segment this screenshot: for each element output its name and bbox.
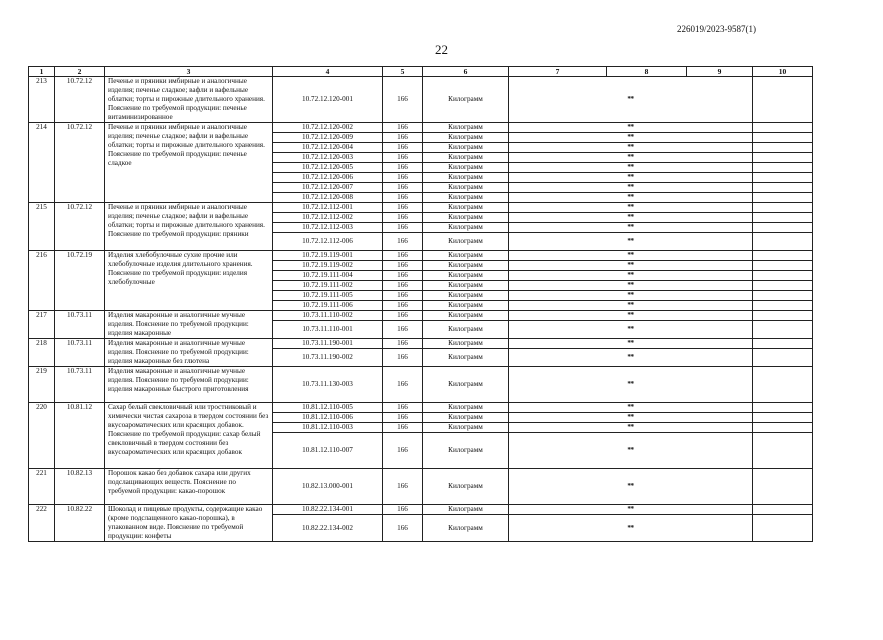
mark-cell: **: [509, 261, 753, 271]
unit-name-cell: Килограмм: [423, 515, 509, 542]
mark-cell: **: [509, 349, 753, 367]
column-9-cell: [753, 469, 813, 505]
column-9-cell: [753, 321, 813, 339]
column-9-cell: [753, 173, 813, 183]
unit-name-cell: Килограмм: [423, 183, 509, 193]
ktru-code-cell: 10.72.19.119-001: [273, 251, 383, 261]
ktru-code-cell: 10.82.22.134-002: [273, 515, 383, 542]
description-cell: Сахар белый свекловичный или тростниковый и химически чистая сахароза в твердом состоянии без вкусоароматических или красящих добавок. Пояснение по требуемой продукции: сахар белый свекловичный в твердом состоянии без вкусоароматических или красящих добавок: [105, 403, 273, 469]
column-9-cell: [753, 403, 813, 413]
unit-name-cell: Килограмм: [423, 281, 509, 291]
table-row: [29, 123, 813, 133]
ktru-code-cell: 10.72.12.120-009: [273, 133, 383, 143]
okpd-code-cell: 10.72.12: [55, 203, 105, 251]
unit-code-cell: 166: [383, 505, 423, 515]
column-9-cell: [753, 505, 813, 515]
column-9-cell: [753, 413, 813, 423]
unit-code-cell: 166: [383, 123, 423, 133]
table-row: [29, 403, 813, 413]
header-row: [29, 67, 813, 77]
ktru-code-cell: 10.72.19.111-002: [273, 281, 383, 291]
table-row: [29, 339, 813, 349]
column-9-cell: [753, 77, 813, 123]
column-9-cell: [753, 339, 813, 349]
ktru-code-cell: 10.81.12.110-003: [273, 423, 383, 433]
column-header: 2: [55, 67, 105, 77]
page-number: 22: [435, 42, 448, 57]
unit-code-cell: 166: [383, 173, 423, 183]
column-header: 8: [607, 67, 687, 77]
unit-name-cell: Килограмм: [423, 203, 509, 213]
column-9-cell: [753, 291, 813, 301]
column-9-cell: [753, 203, 813, 213]
column-header: 7: [509, 67, 607, 77]
unit-name-cell: Килограмм: [423, 505, 509, 515]
description-cell: Изделия макаронные и аналогичные мучные изделия. Пояснение по требуемой продукции: изделия макаронные: [105, 311, 273, 339]
column-header: 10: [753, 67, 813, 77]
ktru-code-cell: 10.72.12.112-001: [273, 203, 383, 213]
column-9-cell: [753, 311, 813, 321]
unit-code-cell: 166: [383, 153, 423, 163]
ktru-code-cell: 10.72.19.111-005: [273, 291, 383, 301]
unit-code-cell: 166: [383, 213, 423, 223]
column-9-cell: [753, 301, 813, 311]
column-9-cell: [753, 233, 813, 251]
mark-cell: **: [509, 143, 753, 153]
column-header: 9: [687, 67, 753, 77]
mark-cell: **: [509, 505, 753, 515]
description-cell: Порошок какао без добавок сахара или других подслащивающих веществ. Пояснение по требуемой продукции: какао-порошок: [105, 469, 273, 505]
unit-name-cell: Килограмм: [423, 413, 509, 423]
unit-name-cell: Килограмм: [423, 301, 509, 311]
table-body: [29, 77, 813, 542]
unit-code-cell: 166: [383, 403, 423, 413]
description-cell: Изделия хлебобулочные сухие прочие или хлебобулочные изделия длительного хранения. Пояснение по требуемой продукции: изделия хлебобулочные: [105, 251, 273, 311]
table-row: [29, 77, 813, 123]
column-header: 6: [423, 67, 509, 77]
unit-code-cell: 166: [383, 193, 423, 203]
unit-code-cell: 166: [383, 413, 423, 423]
mark-cell: **: [509, 193, 753, 203]
unit-name-cell: Килограмм: [423, 123, 509, 133]
table-row: [29, 505, 813, 515]
mark-cell: **: [509, 515, 753, 542]
column-header: 1: [29, 67, 55, 77]
mark-cell: **: [509, 301, 753, 311]
ktru-code-cell: 10.73.11.130-003: [273, 367, 383, 403]
mark-cell: **: [509, 339, 753, 349]
unit-name-cell: Килограмм: [423, 339, 509, 349]
unit-code-cell: 166: [383, 183, 423, 193]
row-number-cell: 222: [29, 505, 55, 542]
okpd-code-cell: 10.72.12: [55, 77, 105, 123]
unit-name-cell: Килограмм: [423, 311, 509, 321]
row-number-cell: 221: [29, 469, 55, 505]
okpd-code-cell: 10.73.11: [55, 339, 105, 367]
column-header: 3: [105, 67, 273, 77]
column-9-cell: [753, 281, 813, 291]
unit-code-cell: 166: [383, 203, 423, 213]
ktru-code-cell: 10.72.12.112-003: [273, 223, 383, 233]
okpd-code-cell: 10.81.12: [55, 403, 105, 469]
unit-code-cell: 166: [383, 339, 423, 349]
ktru-code-cell: 10.72.12.120-008: [273, 193, 383, 203]
unit-name-cell: Килограмм: [423, 193, 509, 203]
unit-code-cell: 166: [383, 367, 423, 403]
row-number-cell: 213: [29, 77, 55, 123]
mark-cell: **: [509, 469, 753, 505]
unit-name-cell: Килограмм: [423, 261, 509, 271]
ktru-code-cell: 10.72.12.112-002: [273, 213, 383, 223]
unit-name-cell: Килограмм: [423, 223, 509, 233]
row-number-cell: 216: [29, 251, 55, 311]
table-row: [29, 203, 813, 213]
ktru-code-cell: 10.72.12.120-007: [273, 183, 383, 193]
unit-name-cell: Килограмм: [423, 233, 509, 251]
table-row: [29, 367, 813, 403]
column-header: 5: [383, 67, 423, 77]
okpd-code-cell: 10.72.19: [55, 251, 105, 311]
unit-name-cell: Килограмм: [423, 271, 509, 281]
column-9-cell: [753, 271, 813, 281]
unit-code-cell: 166: [383, 301, 423, 311]
unit-code-cell: 166: [383, 291, 423, 301]
column-9-cell: [753, 349, 813, 367]
unit-name-cell: Килограмм: [423, 153, 509, 163]
unit-code-cell: 166: [383, 223, 423, 233]
unit-name-cell: Килограмм: [423, 291, 509, 301]
unit-code-cell: 166: [383, 261, 423, 271]
ktru-code-cell: 10.72.12.120-005: [273, 163, 383, 173]
unit-name-cell: Килограмм: [423, 367, 509, 403]
ktru-code-cell: 10.81.12.110-006: [273, 413, 383, 423]
unit-code-cell: 166: [383, 321, 423, 339]
ktru-code-cell: 10.72.19.119-002: [273, 261, 383, 271]
okpd-code-cell: 10.82.13: [55, 469, 105, 505]
unit-code-cell: 166: [383, 433, 423, 469]
column-9-cell: [753, 223, 813, 233]
mark-cell: **: [509, 423, 753, 433]
unit-code-cell: 166: [383, 271, 423, 281]
mark-cell: **: [509, 367, 753, 403]
mark-cell: **: [509, 133, 753, 143]
unit-code-cell: 166: [383, 77, 423, 123]
column-9-cell: [753, 433, 813, 469]
row-number-cell: 218: [29, 339, 55, 367]
mark-cell: **: [509, 163, 753, 173]
mark-cell: **: [509, 183, 753, 193]
mark-cell: **: [509, 291, 753, 301]
mark-cell: **: [509, 173, 753, 183]
mark-cell: **: [509, 271, 753, 281]
unit-name-cell: Килограмм: [423, 163, 509, 173]
column-9-cell: [753, 123, 813, 133]
ktru-code-cell: 10.81.12.110-005: [273, 403, 383, 413]
ktru-code-cell: 10.73.11.110-001: [273, 321, 383, 339]
unit-name-cell: Килограмм: [423, 423, 509, 433]
unit-name-cell: Килограмм: [423, 213, 509, 223]
column-9-cell: [753, 367, 813, 403]
ktru-code-cell: 10.81.12.110-007: [273, 433, 383, 469]
okpd-code-cell: 10.82.22: [55, 505, 105, 542]
unit-name-cell: Килограмм: [423, 77, 509, 123]
row-number-cell: 219: [29, 367, 55, 403]
unit-name-cell: Килограмм: [423, 403, 509, 413]
unit-code-cell: 166: [383, 163, 423, 173]
ktru-code-cell: 10.73.11.190-002: [273, 349, 383, 367]
unit-code-cell: 166: [383, 133, 423, 143]
mark-cell: **: [509, 213, 753, 223]
unit-name-cell: Килограмм: [423, 433, 509, 469]
column-header: 4: [273, 67, 383, 77]
okpd-code-cell: 10.72.12: [55, 123, 105, 203]
description-cell: Печенье и пряники имбирные и аналогичные изделия; печенье сладкое; вафли и вафельные облатки; торты и пирожные длительного хранения. Пояснение по требуемой продукции: печенье сладкое: [105, 123, 273, 203]
unit-code-cell: 166: [383, 469, 423, 505]
description-cell: Печенье и пряники имбирные и аналогичные изделия; печенье сладкое; вафли и вафельные облатки; торты и пирожные длительного хранения. Пояснение по требуемой продукции: печенье витаминизированное: [105, 77, 273, 123]
description-cell: Шоколад и пищевые продукты, содержащие какао (кроме подслащенного какао-порошка), в упакованном виде. Пояснение по требуемой продукции: конфеты: [105, 505, 273, 542]
ktru-code-cell: 10.73.11.190-001: [273, 339, 383, 349]
ktru-code-cell: 10.72.19.111-004: [273, 271, 383, 281]
column-9-cell: [753, 213, 813, 223]
ktru-code-cell: 10.72.19.111-006: [273, 301, 383, 311]
unit-name-cell: Килограмм: [423, 469, 509, 505]
table-row: [29, 311, 813, 321]
column-9-cell: [753, 163, 813, 173]
column-9-cell: [753, 153, 813, 163]
mark-cell: **: [509, 153, 753, 163]
table-row: [29, 469, 813, 505]
column-9-cell: [753, 183, 813, 193]
column-9-cell: [753, 193, 813, 203]
ktru-code-cell: 10.72.12.120-003: [273, 153, 383, 163]
column-9-cell: [753, 143, 813, 153]
mark-cell: **: [509, 403, 753, 413]
ktru-code-cell: 10.72.12.120-001: [273, 77, 383, 123]
mark-cell: **: [509, 433, 753, 469]
row-number-cell: 215: [29, 203, 55, 251]
ktru-code-cell: 10.72.12.112-006: [273, 233, 383, 251]
unit-code-cell: 166: [383, 281, 423, 291]
okpd-code-cell: 10.73.11: [55, 311, 105, 339]
unit-name-cell: Килограмм: [423, 143, 509, 153]
mark-cell: **: [509, 413, 753, 423]
ktru-code-cell: 10.82.13.000-001: [273, 469, 383, 505]
row-number-cell: 217: [29, 311, 55, 339]
products-table: [28, 66, 813, 542]
row-number-cell: 220: [29, 403, 55, 469]
unit-code-cell: 166: [383, 423, 423, 433]
ktru-code-cell: 10.72.12.120-006: [273, 173, 383, 183]
column-9-cell: [753, 133, 813, 143]
row-number-cell: 214: [29, 123, 55, 203]
description-cell: Изделия макаронные и аналогичные мучные изделия. Пояснение по требуемой продукции: изделия макаронные без глютена: [105, 339, 273, 367]
mark-cell: **: [509, 281, 753, 291]
unit-code-cell: 166: [383, 349, 423, 367]
unit-name-cell: Килограмм: [423, 349, 509, 367]
mark-cell: **: [509, 321, 753, 339]
column-9-cell: [753, 261, 813, 271]
ktru-code-cell: 10.72.12.120-004: [273, 143, 383, 153]
description-cell: Печенье и пряники имбирные и аналогичные изделия; печенье сладкое; вафли и вафельные облатки; торты и пирожные длительного хранения. Пояснение по требуемой продукции: пряники: [105, 203, 273, 251]
ktru-code-cell: 10.82.22.134-001: [273, 505, 383, 515]
table-row: [29, 251, 813, 261]
okpd-code-cell: 10.73.11: [55, 367, 105, 403]
unit-code-cell: 166: [383, 233, 423, 251]
ktru-code-cell: 10.72.12.120-002: [273, 123, 383, 133]
mark-cell: **: [509, 123, 753, 133]
unit-code-cell: 166: [383, 515, 423, 542]
mark-cell: **: [509, 251, 753, 261]
column-9-cell: [753, 515, 813, 542]
unit-code-cell: 166: [383, 311, 423, 321]
unit-name-cell: Килограмм: [423, 321, 509, 339]
column-9-cell: [753, 423, 813, 433]
unit-code-cell: 166: [383, 143, 423, 153]
unit-name-cell: Килограмм: [423, 133, 509, 143]
description-cell: Изделия макаронные и аналогичные мучные изделия. Пояснение по требуемой продукции: изделия макаронные быстрого приготовления: [105, 367, 273, 403]
mark-cell: **: [509, 203, 753, 213]
mark-cell: **: [509, 311, 753, 321]
unit-name-cell: Килограмм: [423, 173, 509, 183]
column-9-cell: [753, 251, 813, 261]
document-number: 226019/2023-9587(1): [677, 24, 756, 34]
ktru-code-cell: 10.73.11.110-002: [273, 311, 383, 321]
mark-cell: **: [509, 233, 753, 251]
mark-cell: **: [509, 223, 753, 233]
mark-cell: **: [509, 77, 753, 123]
unit-code-cell: 166: [383, 251, 423, 261]
unit-name-cell: Килограмм: [423, 251, 509, 261]
